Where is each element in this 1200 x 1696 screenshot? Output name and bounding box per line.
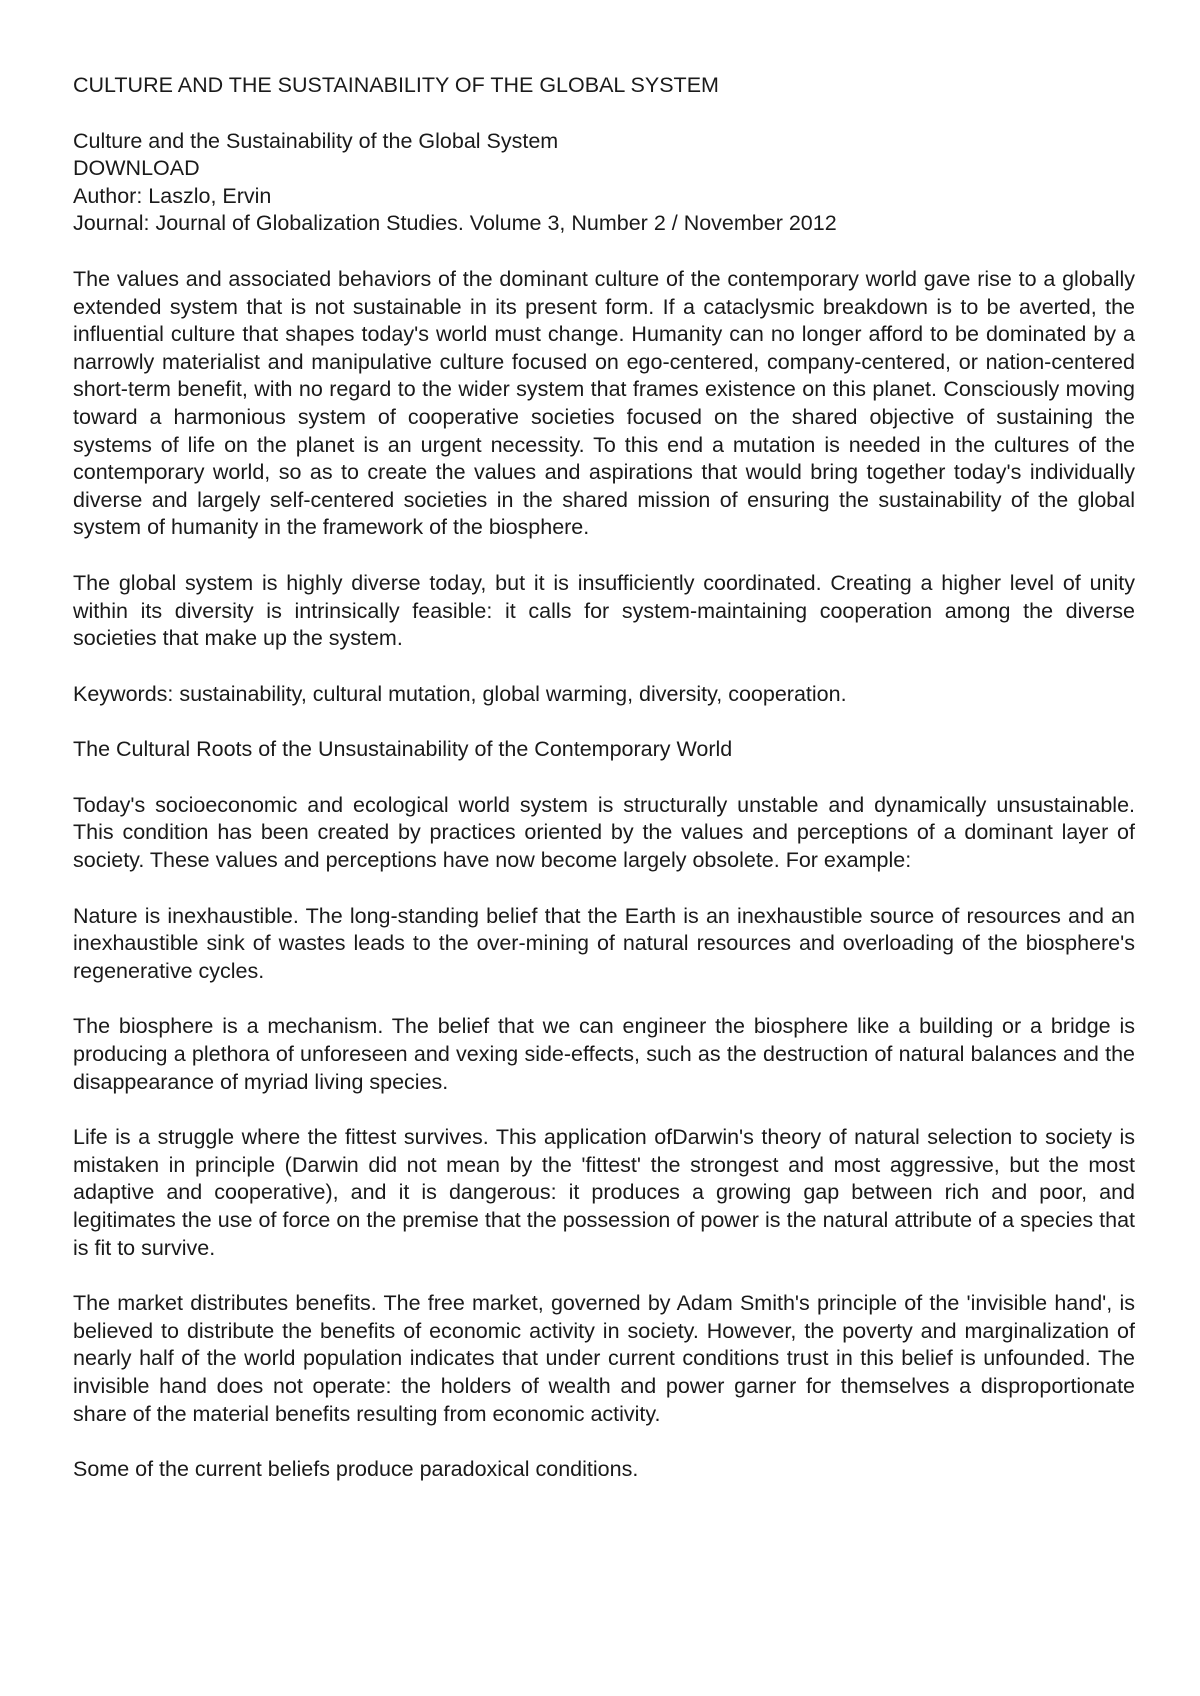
body-paragraph-4: Life is a struggle where the fittest survives. This application ofDarwin's theory of natural selection to society is mistaken in principle (Darwin did not mean by the 'fittest' the strongest and most aggressive, but the most adaptive and cooperative), and it is dangerous: it produces a growing gap between rich and poor, and legitimates the use of force on the premise that the possession of power is the natural attribute of a species that is fit to survive. (73, 1125, 1135, 1260)
keywords-line: Keywords: sustainability, cultural mutation, global warming, diversity, cooperation. (73, 681, 847, 706)
document-page (73, 72, 1135, 1512)
abstract-paragraph-1: The values and associated behaviors of the dominant culture of the contemporary world gave rise to a globally extended system that is not sustainable in its present form. If a cataclysmic breakdown is to be averted, the influential culture that shapes today's world must change. Humanity can no longer afford to be dominated by a narrowly materialist and manipulative culture focused on ego-centered, company-centered, or nation-centered short-term benefit, with no regard to the wider system that frames existence on this planet. Consciously moving toward a harmonious system of cooperative societies focused on the shared objective of sustaining the systems of life on the planet is an urgent necessity. To this end a mutation is needed in the cultures of the contemporary world, so as to create the values and aspirations that would bring together today's individually diverse and largely self-centered societies in the shared mission of ensuring the sustainability of the global system of humanity in the framework of the biosphere. (73, 266, 1135, 540)
section-heading: The Cultural Roots of the Unsustainability of the Contemporary World (73, 737, 733, 762)
meta-title-line: Culture and the Sustainability of the Global System (73, 128, 559, 153)
body-paragraph-2: Nature is inexhaustible. The long-standing belief that the Earth is an inexhaustible source of resources and an inexhaustible sink of wastes leads to the over-mining of natural resources and overloading of the biosphere's regenerative cycles. (73, 903, 1135, 983)
body-paragraph-3: The biosphere is a mechanism. The belief that we can engineer the biosphere like a building or a bridge is producing a plethora of unforeseen and vexing side-effects, such as the destruction of natural balances and the disappearance of myriad living species. (73, 1014, 1135, 1094)
body-paragraph-6: Some of the current beliefs produce paradoxical conditions. (73, 1457, 639, 1482)
download-link[interactable]: DOWNLOAD (73, 156, 200, 181)
abstract-paragraph-2: The global system is highly diverse today, but it is insufficiently coordinated. Creating a higher level of unity within its diversity is intrinsically feasible: it calls for system-maintaining cooperation among the diverse societies that make up the system. (73, 570, 1135, 651)
body-paragraph-5: The market distributes benefits. The free market, governed by Adam Smith's principle of the 'invisible hand', is believed to distribute the benefits of economic activity in society. However, the poverty and marginalization of nearly half of the world population indicates that under current conditions trust in this belief is unfounded. The invisible hand does not operate: the holders of wealth and power garner for themselves a disproportionate share of the material benefits resulting from economic activity. (73, 1291, 1135, 1426)
meta-author: Author: Laszlo, Ervin (73, 183, 272, 208)
meta-journal: Journal: Journal of Globalization Studies. Volume 3, Number 2 / November 2012 (73, 211, 837, 236)
document-meta-block (73, 128, 1135, 238)
body-paragraph-1: Today's socioeconomic and ecological world system is structurally unstable and dynamically unsustainable. This condition has been created by practices oriented by the values and perceptions of a dominant layer of society. These values and perceptions have now become largely obsolete. For example: (73, 792, 1135, 873)
document-main-title: CULTURE AND THE SUSTAINABILITY OF THE GLOBAL SYSTEM (73, 73, 719, 97)
